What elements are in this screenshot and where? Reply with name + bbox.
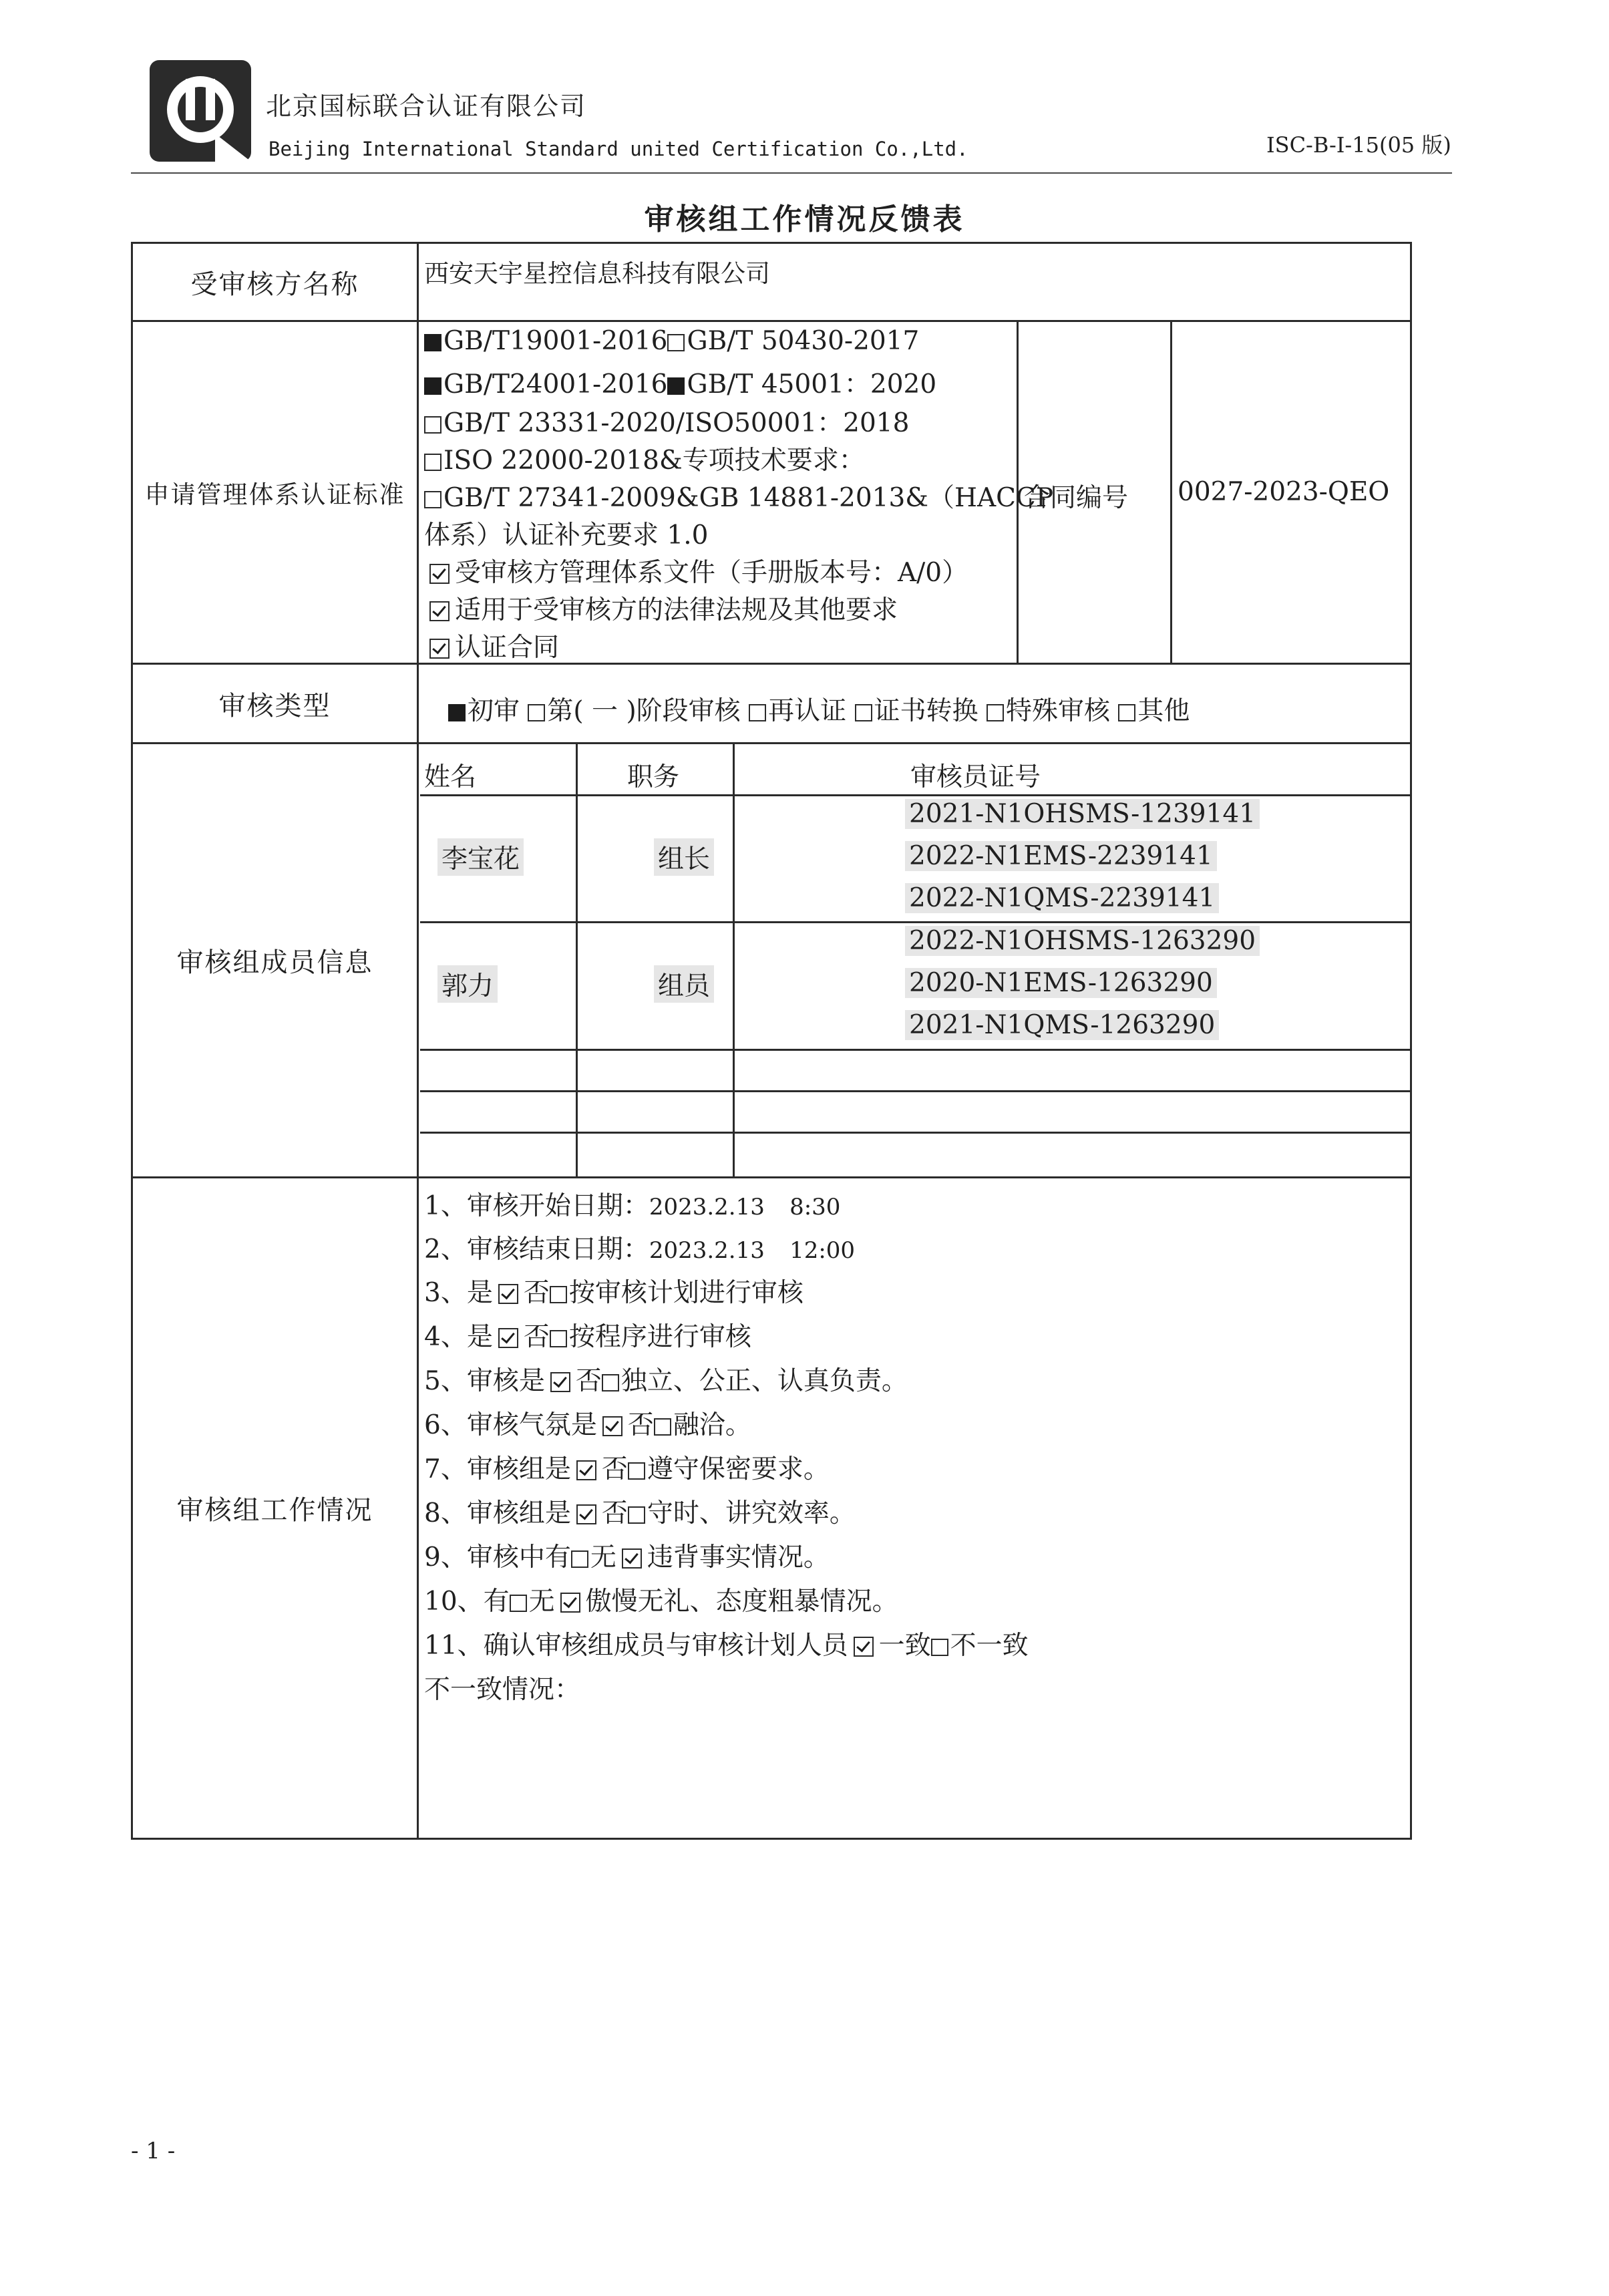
member-cert: 2022-N1OHSMS-1263290 [905, 926, 1260, 956]
filled-checkbox-icon [424, 377, 441, 395]
document-title: 审核组工作情况反馈表 [644, 202, 965, 236]
auditee-label: 受审核方名称 [133, 244, 419, 320]
team-row [131, 742, 1412, 1178]
work-row [131, 1176, 1412, 1840]
standard-line-6: 体系）认证补充要求 1.0 [424, 520, 709, 550]
standard-line-3: GB/T 23331-2020/ISO50001：2018 [424, 402, 909, 440]
empty-checkbox-icon [987, 704, 1004, 721]
standard-line-7: 受审核方管理体系文件（手册版本号：A/0） [424, 552, 968, 589]
contract-number: 0027-2023-QEO [1178, 477, 1390, 507]
contract-number-label: 合同编号 [1024, 483, 1129, 513]
checked-box-icon [429, 601, 450, 621]
header-name: 姓名 [424, 762, 477, 792]
isc-logo-icon [148, 59, 252, 163]
page-number: - 1 - [131, 2138, 176, 2164]
empty-checkbox-icon [528, 704, 545, 721]
checked-box-icon [576, 1504, 596, 1524]
header-cert: 审核员证号 [910, 762, 1041, 792]
empty-checkbox-icon [855, 704, 872, 721]
standard-line-4: ISO 22000-2018&专项技术要求： [424, 440, 865, 477]
auditee-name: 西安天宇星控信息科技有限公司 [424, 259, 770, 288]
checked-box-icon [429, 564, 450, 584]
standard-line-8: 适用于受审核方的法律法规及其他要求 [424, 589, 898, 627]
header-divider [131, 172, 1452, 174]
work-item: 3、是 否 按审核计划进行审核 [424, 1278, 803, 1308]
checked-box-icon [576, 1460, 596, 1480]
member-cert: 2022-N1EMS-2239141 [905, 841, 1217, 871]
member-cert: 2021-N1OHSMS-1239141 [905, 799, 1260, 829]
form-code: ISC-B-I-15(05 版) [1266, 132, 1451, 158]
audit-start-date: 1、审核开始日期：2023.2.13 8:30 [424, 1191, 841, 1221]
checked-box-icon [602, 1416, 622, 1436]
company-name-cn: 北京国标联合认证有限公司 [266, 92, 587, 121]
empty-checkbox-icon [550, 1286, 567, 1303]
standards-row [131, 320, 1412, 665]
empty-checkbox-icon [424, 416, 441, 434]
work-item: 7、审核组是 否 遵守保密要求。 [424, 1454, 830, 1484]
empty-checkbox-icon [654, 1418, 671, 1436]
member-cert: 2022-N1QMS-2239141 [905, 883, 1219, 913]
checked-box-icon [550, 1372, 570, 1392]
standard-line-2: GB/T24001-2016 GB/T 45001：2020 [424, 363, 936, 401]
inconsistency-label: 不一致情况： [424, 1675, 581, 1705]
member-cert: 2021-N1QMS-1263290 [905, 1010, 1219, 1040]
work-item: 10、有 无 傲慢无礼、态度粗暴情况。 [424, 1587, 898, 1617]
empty-checkbox-icon [424, 454, 441, 471]
checked-box-icon [854, 1637, 874, 1657]
standard-line-1: GB/T19001-2016 GB/T 50430-2017 [424, 326, 919, 356]
audit-type-row [131, 663, 1412, 744]
standard-line-5: GB/T 27341-2009&GB 14881-2013&（HACCP [424, 477, 1053, 514]
auditee-row [131, 242, 1412, 322]
work-item: 6、审核气氛是 否 融洽。 [424, 1410, 751, 1440]
empty-checkbox-icon [571, 1550, 588, 1568]
empty-checkbox-icon [628, 1462, 645, 1480]
empty-checkbox-icon [602, 1374, 619, 1391]
empty-checkbox-icon [628, 1506, 645, 1524]
empty-checkbox-icon [931, 1639, 948, 1656]
company-name-en: Beijing International Standard united Certification Co.,Ltd. [269, 138, 968, 160]
member-cert: 2020-N1EMS-1263290 [905, 968, 1217, 998]
empty-checkbox-icon [550, 1330, 567, 1347]
member-role: 组员 [654, 965, 714, 1003]
member-name: 李宝花 [437, 838, 524, 876]
checked-box-icon [498, 1284, 518, 1304]
work-item: 5、审核是 否 独立、公正、认真负责。 [424, 1366, 908, 1396]
work-item: 4、是 否 按程序进行审核 [424, 1322, 751, 1352]
filled-checkbox-icon [667, 377, 685, 395]
empty-checkbox-icon [1118, 704, 1135, 721]
checked-box-icon [560, 1593, 580, 1613]
filled-checkbox-icon [448, 704, 466, 721]
empty-checkbox-icon [510, 1595, 527, 1612]
header-role: 职务 [627, 762, 680, 792]
team-label: 审核组成员信息 [133, 744, 419, 1176]
empty-checkbox-icon [667, 334, 685, 351]
filled-checkbox-icon [424, 334, 441, 351]
empty-checkbox-icon [749, 704, 766, 721]
member-name: 郭力 [437, 965, 498, 1003]
checked-box-icon [622, 1548, 642, 1569]
standard-line-9: 认证合同 [424, 627, 559, 664]
work-item: 9、审核中有 无 违背事实情况。 [424, 1542, 830, 1573]
work-item: 8、审核组是 否 守时、讲究效率。 [424, 1498, 856, 1528]
standards-label: 申请管理体系认证标准 [133, 322, 419, 663]
audit-type-options: 初审 第( 一 )阶段审核 再认证 证书转换 特殊审核 其他 [448, 690, 1190, 727]
audit-type-label: 审核类型 [133, 665, 419, 742]
member-role: 组长 [654, 838, 714, 876]
work-item: 11、确认审核组成员与审核计划人员 一致 不一致 [424, 1631, 1029, 1661]
checked-box-icon [498, 1328, 518, 1348]
checked-box-icon [429, 639, 450, 659]
work-label: 审核组工作情况 [133, 1178, 419, 1838]
team-table [420, 744, 1410, 1176]
audit-end-date: 2、审核结束日期：2023.2.13 12:00 [424, 1235, 856, 1265]
empty-checkbox-icon [424, 491, 441, 508]
